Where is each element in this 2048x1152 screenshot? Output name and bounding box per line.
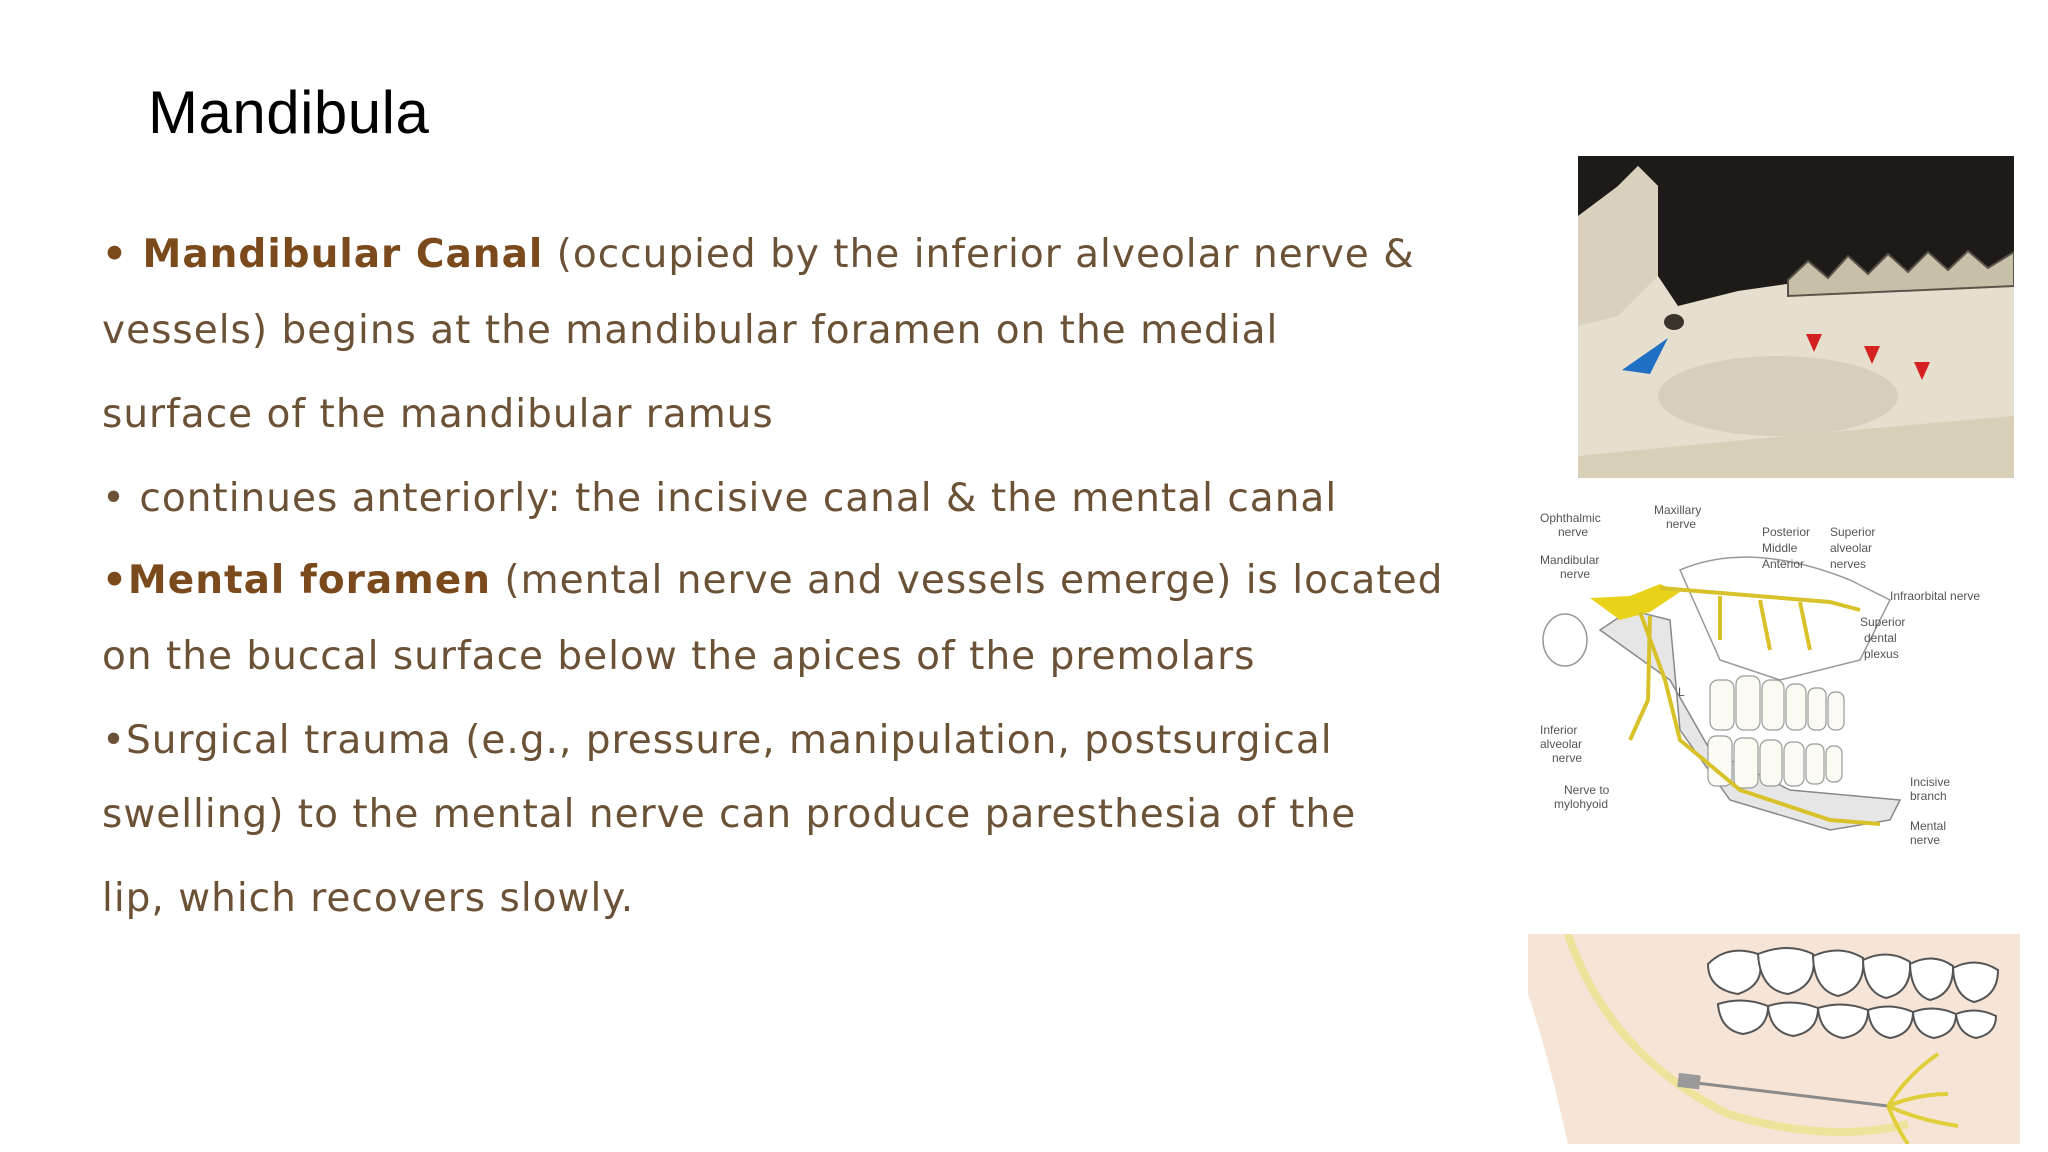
label-middle: Middle — [1762, 541, 1798, 555]
bullet-line: surface of the mandibular ramus — [102, 392, 774, 437]
label-incisive-branch: Incisive — [1910, 775, 1951, 789]
label-maxillary: Maxillary — [1654, 503, 1702, 517]
label-superior-alveolar: alveolar — [1830, 541, 1873, 555]
bullet-mandibular-canal — [102, 232, 1415, 277]
label-mandibular: Mandibular — [1540, 553, 1600, 567]
bullet-line: vessels) begins at the mandibular foramen on the medial — [102, 308, 1279, 353]
label-superior-alveolar: Superior — [1830, 525, 1876, 539]
bullet-surgical-trauma: •Surgical trauma (e.g., pressure, manipulation, postsurgical — [102, 718, 1333, 763]
label-posterior: Posterior — [1762, 525, 1811, 539]
label-anterior: Anterior — [1762, 557, 1805, 571]
nerve-block-illustration — [1528, 934, 2020, 1144]
term-mental-foramen: •Mental foramen — [102, 558, 492, 603]
label-mental-nerve: Mental — [1910, 819, 1947, 833]
bullet-continues-anteriorly: • continues anteriorly: the incisive canal & the mental canal — [102, 476, 1338, 521]
label-incisive-branch: branch — [1910, 789, 1947, 803]
label-superior-dental-plexus: Superior — [1860, 615, 1906, 629]
label-inferior-alveolar: nerve — [1552, 751, 1583, 765]
label-ophthalmic: nerve — [1558, 525, 1589, 539]
label-ophthalmic: Ophthalmic — [1540, 511, 1601, 525]
term-mandibular-canal: • Mandibular Canal — [102, 232, 544, 277]
bullet-text: (occupied by the inferior alveolar nerve & — [543, 232, 1415, 277]
label-infraorbital: Infraorbital nerve — [1890, 589, 1981, 603]
bullet-line: on the buccal surface below the apices of the premolars — [102, 634, 1256, 679]
label-nerve-to-mylohyoid: Nerve to — [1564, 783, 1610, 797]
slide-title: Mandibula — [148, 79, 430, 146]
bullet-line: lip, which recovers slowly. — [102, 876, 635, 921]
label-mental-nerve: nerve — [1910, 833, 1941, 847]
label-nerve-to-mylohyoid: mylohyoid — [1554, 797, 1609, 811]
label-inferior-alveolar: Inferior — [1540, 723, 1578, 737]
label-superior-dental-plexus: plexus — [1864, 647, 1899, 661]
label-maxillary: nerve — [1666, 517, 1697, 531]
mandible-photo — [1578, 156, 2014, 478]
label-mandibular: nerve — [1560, 567, 1591, 581]
bullet-text: (mental nerve and vessels emerge) is located — [491, 558, 1444, 603]
bullet-mental-foramen — [102, 558, 1443, 603]
label-superior-dental-plexus: dental — [1864, 631, 1897, 645]
bullet-line: swelling) to the mental nerve can produce paresthesia of the — [102, 792, 1357, 837]
label-superior-alveolar: nerves — [1830, 557, 1867, 571]
label-inferior-alveolar: alveolar — [1540, 737, 1583, 751]
label-l-marker: L — [1678, 685, 1685, 699]
trigeminal-nerve-diagram — [1530, 500, 2000, 850]
